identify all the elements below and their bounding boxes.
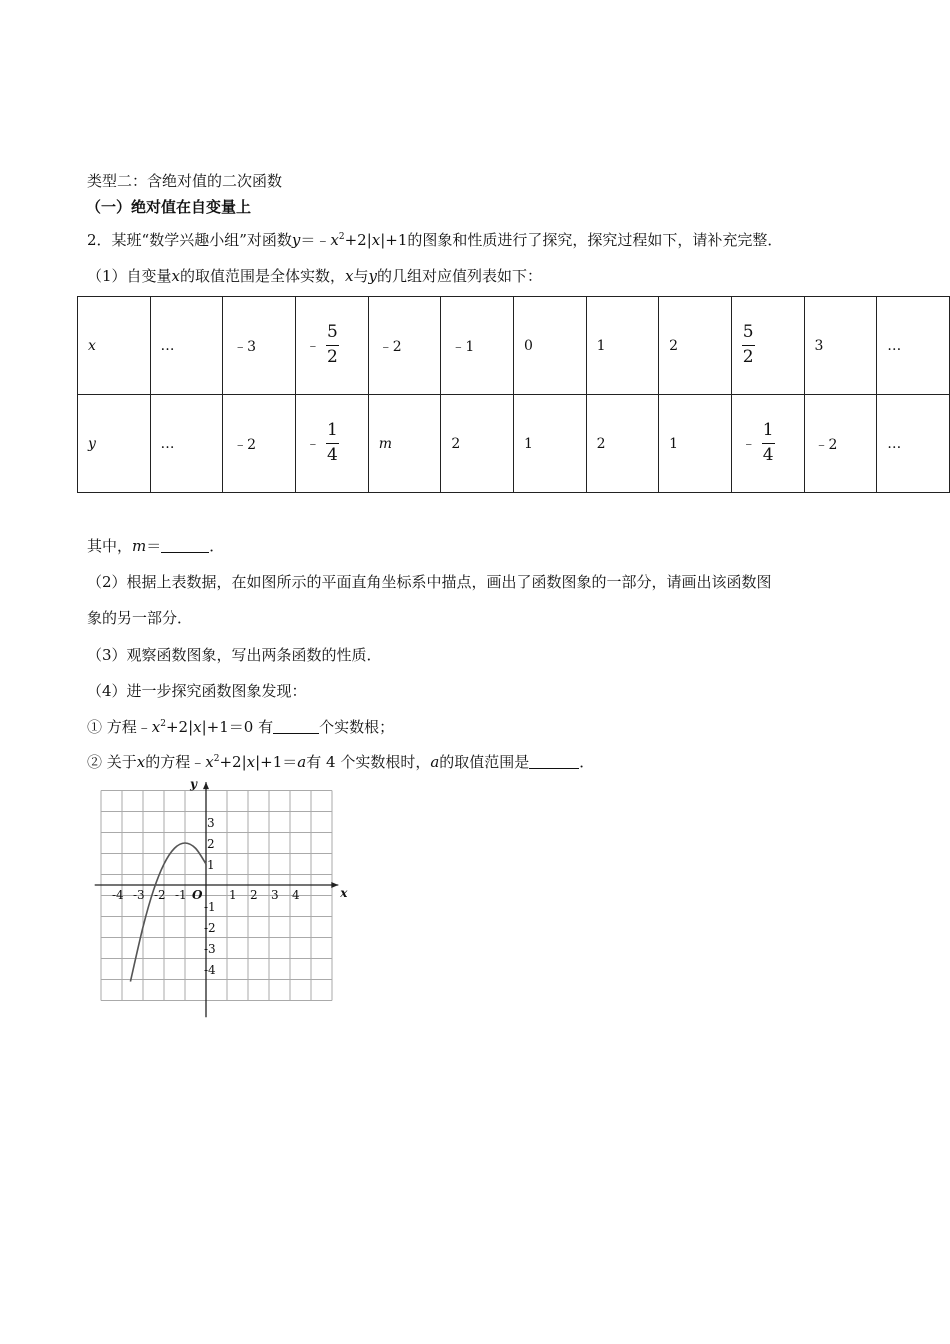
table-cell: 1 bbox=[659, 395, 732, 493]
q4a-text-c: |+1＝0 有 bbox=[201, 718, 274, 736]
problem-intro-b: 的图象和性质进行了探究，探究过程如下，请补充完整． bbox=[407, 231, 783, 249]
table-cell: ﹣2 bbox=[223, 395, 296, 493]
q1-text-c: 与 bbox=[353, 267, 369, 285]
problem-intro-a: 某班“数学兴趣小组”对函数 bbox=[111, 231, 292, 249]
table-cell bbox=[731, 395, 804, 493]
eq-b: +2| bbox=[344, 231, 372, 249]
table-cell: 2 bbox=[441, 395, 514, 493]
y-tick-label: -1 bbox=[204, 900, 216, 914]
q4b-text-d: |+1＝ bbox=[255, 753, 298, 771]
table-cell bbox=[295, 395, 368, 493]
answer-blank-range[interactable] bbox=[529, 754, 579, 769]
minus-sign: ﹣ bbox=[305, 337, 320, 354]
x-tick-label: -1 bbox=[175, 888, 187, 902]
fraction bbox=[762, 421, 775, 465]
q1-text-a: （1）自变量 bbox=[87, 267, 172, 285]
y-tick-label: -4 bbox=[204, 963, 216, 977]
function-graph bbox=[90, 775, 350, 1025]
table-row-y bbox=[78, 395, 950, 493]
table-cell: ﹣3 bbox=[223, 297, 296, 395]
table-cell: … bbox=[150, 297, 223, 395]
m-answer-line bbox=[87, 535, 224, 556]
m-text-a: 其中， bbox=[87, 537, 133, 555]
table-cell: 3 bbox=[804, 297, 877, 395]
x-tick-label: 3 bbox=[271, 888, 279, 902]
fraction bbox=[326, 421, 339, 465]
table-cell bbox=[731, 297, 804, 395]
fraction-denominator: 4 bbox=[762, 445, 774, 465]
q1-text-b: 的取值范围是全体实数， bbox=[180, 267, 346, 285]
table-cell: ﹣2 bbox=[804, 395, 877, 493]
question-3: （3）观察函数图象，写出两条函数的性质． bbox=[87, 646, 382, 664]
problem-number: 2． bbox=[87, 231, 112, 249]
var-x: x bbox=[345, 267, 354, 285]
question-4: （4）进一步探究函数图象发现： bbox=[87, 682, 307, 700]
q4b-text-b: 的方程﹣ bbox=[145, 753, 206, 771]
answer-blank-roots[interactable] bbox=[273, 719, 319, 734]
square: 2 bbox=[213, 754, 220, 764]
q4b-text-e: 有 4 个实数根时， bbox=[306, 753, 431, 771]
fraction-denominator: 2 bbox=[742, 347, 754, 367]
table-cell: 2 bbox=[659, 297, 732, 395]
var-x: x bbox=[193, 718, 202, 736]
table-cell: 2 bbox=[586, 395, 659, 493]
graph-labels bbox=[112, 777, 348, 977]
question-1 bbox=[87, 265, 542, 286]
fraction-bar bbox=[326, 345, 339, 346]
table-header-y: y bbox=[78, 395, 151, 493]
origin-label: O bbox=[192, 888, 203, 902]
y-axis-label: y bbox=[190, 777, 197, 792]
fraction-denominator: 4 bbox=[326, 445, 338, 465]
m-text-b: ＝ bbox=[146, 537, 162, 555]
q4a-text-b: +2| bbox=[165, 718, 194, 736]
x-tick-label: 1 bbox=[229, 888, 237, 902]
square: 2 bbox=[160, 719, 166, 729]
eq-c: |+1 bbox=[380, 231, 408, 249]
answer-blank-m[interactable] bbox=[161, 538, 209, 553]
x-tick-label: -3 bbox=[133, 888, 145, 902]
q4a-text-d: 个实数根； bbox=[319, 718, 395, 736]
table-row-x bbox=[78, 297, 950, 395]
eq-a: ＝﹣ bbox=[300, 231, 331, 249]
value-table bbox=[77, 296, 950, 493]
fraction-numerator: 5 bbox=[742, 322, 754, 343]
fraction bbox=[742, 323, 755, 367]
var-x: x bbox=[136, 753, 146, 771]
fraction-bar bbox=[762, 443, 775, 444]
section-subtitle: （一）绝对值在自变量上 bbox=[86, 198, 252, 216]
x-tick-label: -2 bbox=[154, 888, 166, 902]
x-axis-label: x bbox=[340, 886, 348, 900]
question-2: （2）根据上表数据，在如图所示的平面直角坐标系中描点，画出了函数图象的一部分，请画出该函数图 bbox=[87, 573, 772, 591]
table-cell: 1 bbox=[586, 297, 659, 395]
var-x: x bbox=[171, 267, 181, 285]
table-cell: 1 bbox=[514, 395, 587, 493]
x-tick-label: 4 bbox=[292, 888, 300, 902]
y-tick-label: 3 bbox=[207, 816, 215, 830]
y-tick-label: -2 bbox=[204, 921, 216, 935]
var-x: x bbox=[246, 753, 256, 771]
type-title: 类型二：含绝对值的二次函数 bbox=[87, 172, 283, 190]
minus-sign: ﹣ bbox=[305, 435, 320, 452]
q1-text-d: 的几组对应值列表如下： bbox=[377, 267, 543, 285]
table-cell bbox=[295, 297, 368, 395]
table-cell: … bbox=[877, 297, 950, 395]
m-text-c: ． bbox=[209, 537, 225, 555]
var-m: m bbox=[132, 537, 147, 555]
fraction-bar bbox=[742, 345, 755, 346]
fraction bbox=[326, 323, 339, 367]
minus-sign: ﹣ bbox=[741, 435, 756, 452]
q4a-text-a: ① 方程﹣ bbox=[87, 718, 152, 736]
table-cell: m bbox=[368, 395, 441, 493]
q4b-text-g: ． bbox=[579, 753, 595, 771]
var-a: a bbox=[297, 753, 307, 771]
y-tick-label: 1 bbox=[207, 858, 215, 872]
x-tick-label: -4 bbox=[112, 888, 124, 902]
var-x: x bbox=[330, 231, 339, 249]
y-tick-label: 2 bbox=[207, 837, 215, 851]
table-cell: ﹣1 bbox=[441, 297, 514, 395]
question-4-part-2 bbox=[87, 751, 594, 772]
var-a: a bbox=[430, 753, 440, 771]
fraction-bar bbox=[326, 443, 339, 444]
var-x: x bbox=[151, 718, 161, 736]
fraction-numerator: 1 bbox=[762, 420, 774, 441]
q4b-text-a: ② 关于 bbox=[87, 753, 137, 771]
graph-axes bbox=[95, 782, 339, 1017]
x-axis-arrow bbox=[331, 882, 338, 888]
problem-statement bbox=[87, 229, 782, 250]
table-cell: … bbox=[877, 395, 950, 493]
table-header-x: x bbox=[78, 297, 151, 395]
square: 2 bbox=[338, 232, 345, 242]
var-y: y bbox=[291, 231, 301, 249]
question-2-cont: 象的另一部分． bbox=[87, 609, 193, 627]
fraction-denominator: 2 bbox=[326, 347, 338, 367]
q4b-text-c: +2| bbox=[219, 753, 247, 771]
table-cell: … bbox=[150, 395, 223, 493]
y-axis-arrow bbox=[203, 782, 209, 789]
table-cell: ﹣2 bbox=[368, 297, 441, 395]
fraction-numerator: 1 bbox=[326, 420, 338, 441]
var-x: x bbox=[371, 231, 381, 249]
fraction-numerator: 5 bbox=[326, 322, 338, 343]
var-x: x bbox=[205, 753, 214, 771]
x-tick-label: 2 bbox=[250, 888, 258, 902]
question-4-part-1 bbox=[87, 716, 394, 737]
var-y: y bbox=[368, 267, 377, 285]
table-cell: 0 bbox=[514, 297, 587, 395]
y-tick-label: -3 bbox=[204, 942, 216, 956]
function-curve bbox=[130, 843, 206, 982]
q4b-text-f: 的取值范围是 bbox=[439, 753, 530, 771]
